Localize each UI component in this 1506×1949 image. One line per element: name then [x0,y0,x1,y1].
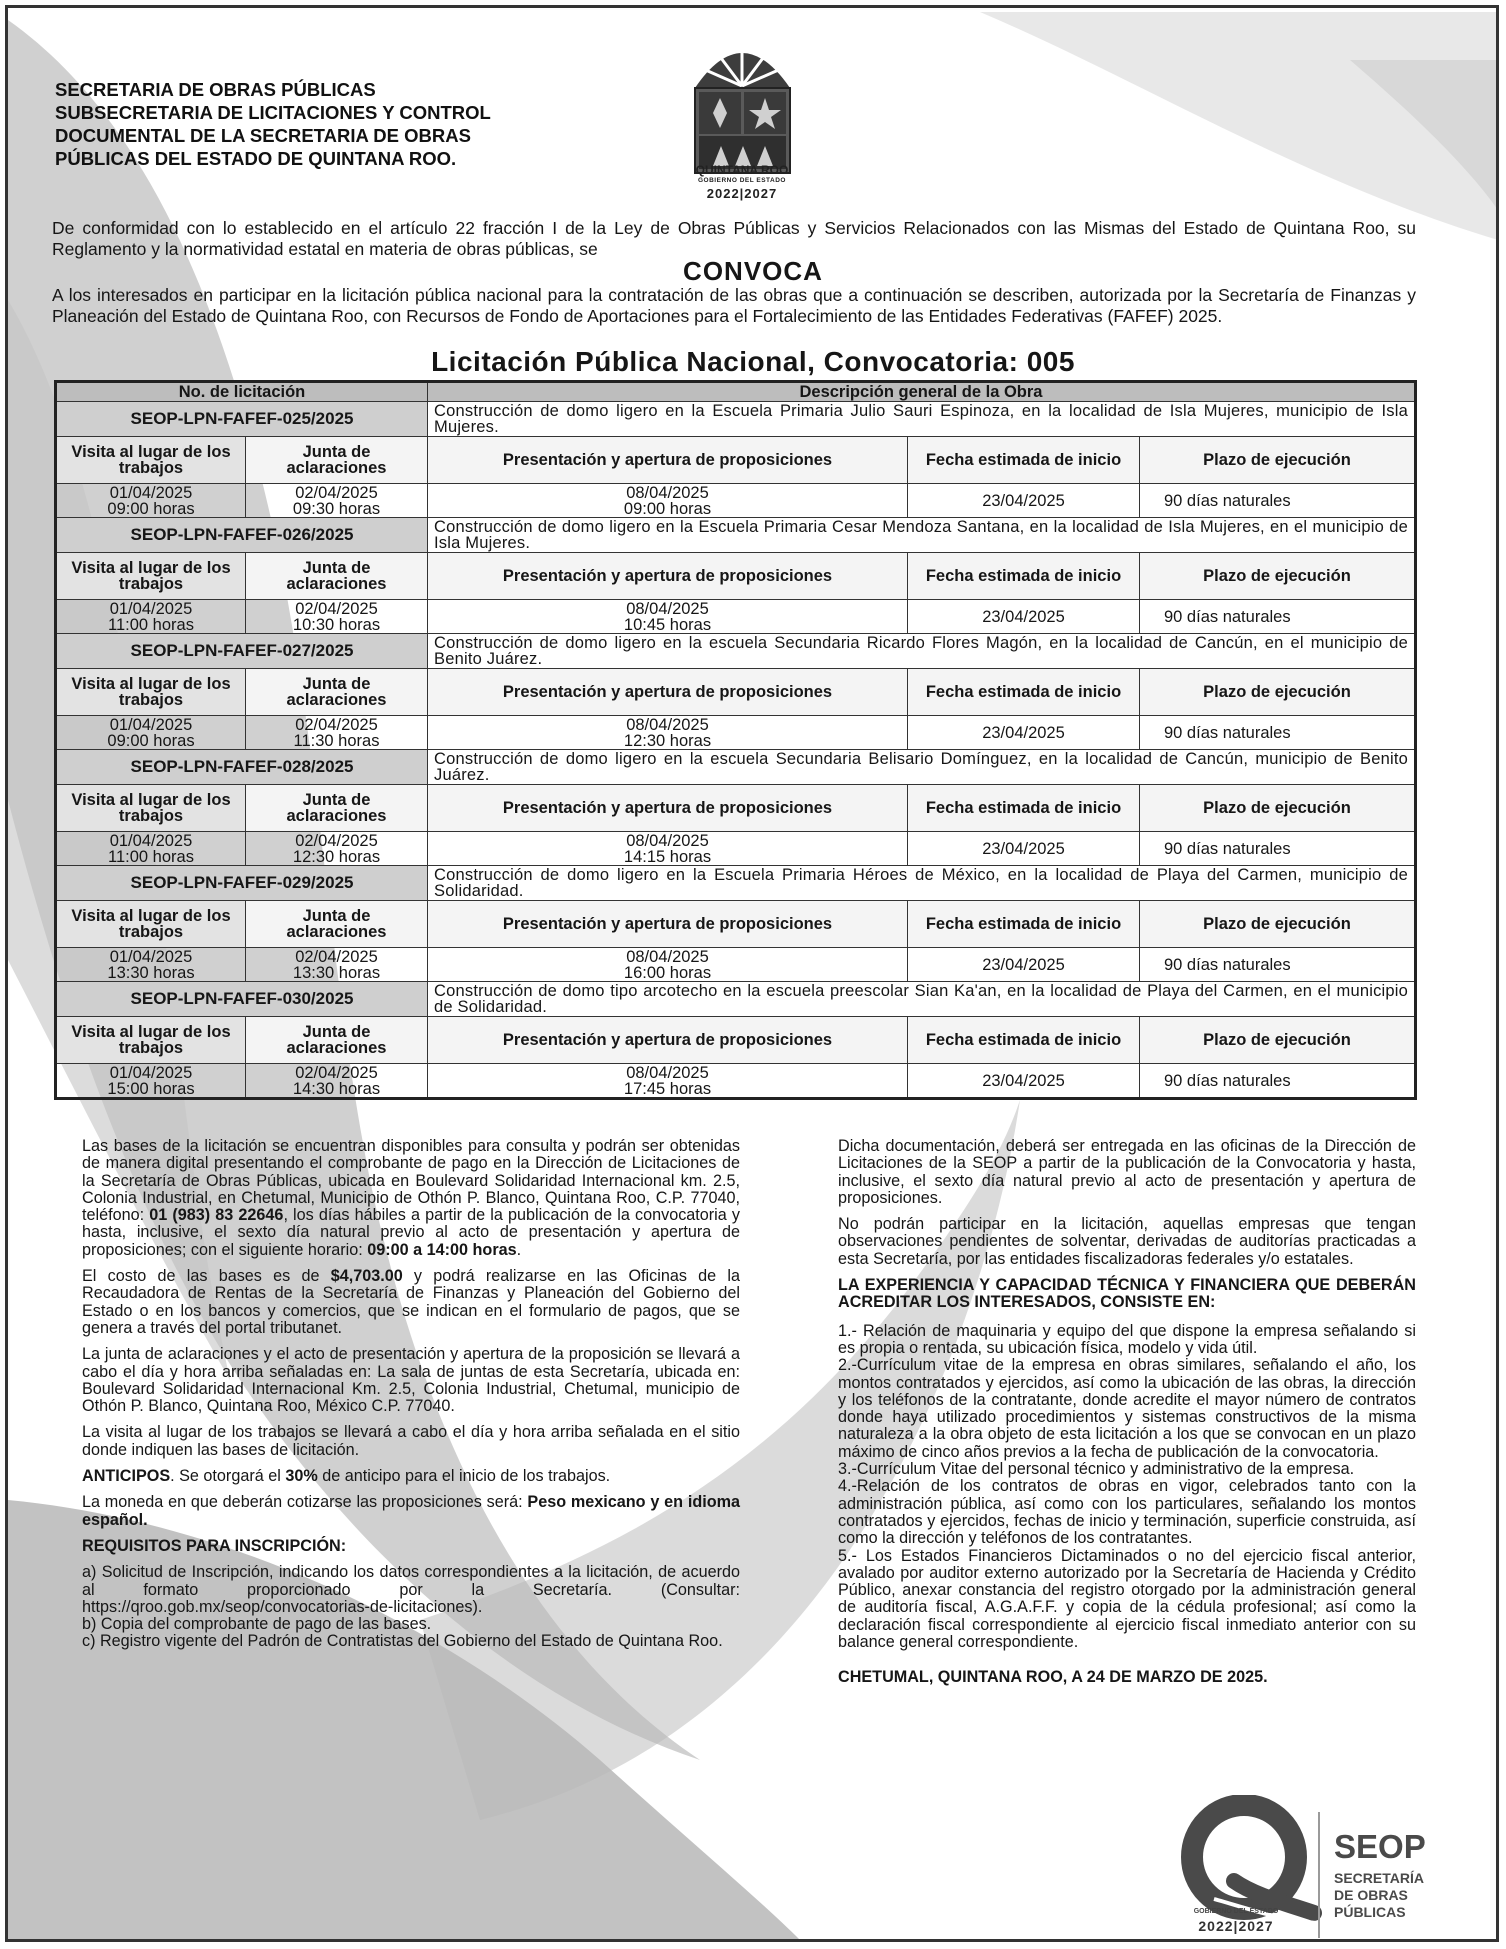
seop-acronym: SEOP [1334,1828,1426,1865]
experience-item: 3.-Currículum Vitae del personal técnico y administrativo de la empresa. [838,1460,1355,1479]
start-date-header: Fecha estimada de inicio [908,785,1140,832]
term-header: Plazo de ejecución [1140,785,1416,832]
table-row [56,634,1416,669]
work-description: Construcción de domo ligero en la escuela Secundaria Ricardo Flores Magón, en la localidad de Cancún, en el municipio de Benito Juárez. [428,634,1416,669]
schedule-header-row [56,785,1416,832]
work-description: Construcción de domo ligero en la Escuela Primaria Héroes de México, en la localidad de Playa del Carmen, municipio de Solidaridad. [428,866,1416,901]
meeting-header: Junta de aclaraciones [246,1017,428,1064]
meeting-cell [246,948,428,982]
presentation-time: 17:45 horas [623,1079,712,1098]
tender-code: SEOP-LPN-FAFEF-027/2025 [56,634,428,669]
meeting-cell [246,484,428,518]
visit-time: 15:00 horas [107,1079,195,1098]
meeting-date: 02/04/2025 [295,831,378,850]
start-date: 23/04/2025 [908,832,1140,866]
seop-line: PÚBLICAS [1334,1904,1406,1920]
exclusion-paragraph: No podrán participar en la licitación, aquellas empresas que tengan observaciones pendientes de solventar, derivadas de auditorías practicadas a esta Secretaría, por las entidades fiscalizadoras federales y/o estatales. [838,1215,1416,1268]
issuer-header [55,78,515,170]
presentation-header: Presentación y apertura de proposiciones [428,785,908,832]
visit-header: Visita al lugar de los trabajos [56,669,246,716]
currency-paragraph: La moneda en que deberán cotizarse las proposiciones será: Peso mexicano y en idioma español. [82,1493,740,1529]
presentation-cell [428,948,908,982]
schedule-values-row [56,1064,1416,1099]
visit-date: 01/04/2025 [109,483,193,502]
term-header: Plazo de ejecución [1140,901,1416,948]
visit-time: 09:00 horas [107,499,195,518]
start-date: 23/04/2025 [908,716,1140,750]
work-description: Construcción de domo tipo arcotecho en la escuela preescolar Sian Ka'an, en la localidad de Playa del Carmen, en el municipio de Solidaridad. [428,982,1416,1017]
tender-table [54,380,1417,1100]
visit-cell [56,716,246,750]
meeting-header: Junta de aclaraciones [246,437,428,484]
meeting-cell [246,716,428,750]
footer-divider [1318,1812,1320,1938]
schedule-values-row [56,484,1416,518]
visit-time: 11:00 horas [108,847,194,866]
presentation-date: 08/04/2025 [626,483,709,502]
schedule-values-row [56,600,1416,634]
execution-term: 90 días naturales [1140,484,1416,518]
schedule-values-row [56,832,1416,866]
execution-term: 90 días naturales [1140,832,1416,866]
execution-term: 90 días naturales [1140,1064,1416,1099]
start-date-header: Fecha estimada de inicio [908,437,1140,484]
seop-line: SECRETARÍA [1334,1870,1424,1886]
presentation-header: Presentación y apertura de proposiciones [428,901,908,948]
schedule-header-row [56,901,1416,948]
visit-time: 13:30 horas [107,963,195,982]
left-column [82,1138,740,1651]
tender-code: SEOP-LPN-FAFEF-029/2025 [56,866,428,901]
visit-header: Visita al lugar de los trabajos [56,553,246,600]
visit-date: 01/04/2025 [109,831,193,850]
experience-item: 1.- Relación de maquinaria y equipo del que dispone la empresa señalando si es propia o rentada, su ubicación física, modelo y vida útil. [838,1321,1416,1357]
seop-line: DE OBRAS [1334,1887,1408,1903]
table-row [56,750,1416,785]
tender-code: SEOP-LPN-FAFEF-028/2025 [56,750,428,785]
visit-cell [56,1064,246,1099]
visit-header: Visita al lugar de los trabajos [56,1017,246,1064]
visit-header: Visita al lugar de los trabajos [56,901,246,948]
header-line: DOCUMENTAL DE LA SECRETARIA DE OBRAS [55,125,471,146]
experience-title: LA EXPERIENCIA Y CAPACIDAD TÉCNICA Y FINANCIERA QUE DEBERÁN ACREDITAR LOS INTERESADOS, CONSISTE EN: [838,1276,1416,1312]
delivery-paragraph: Dicha documentación, deberá ser entregada en las oficinas de la Dirección de Licitaciones de la SEOP a partir de la publicación de la Convocatoria y hasta, inclusive, el sexto día natural previo al acto de presentación y apertura de proposiciones. [838,1137,1416,1207]
experience-item: 4.-Relación de los contratos de obras en vigor, celebrados tanto con la administración pública, así como con los particulares, señalando los montos contratados y ejercidos, fechas de inicio y terminación, superficie construida, así como la dirección y teléfonos de los contratantes. [838,1477,1416,1548]
intro-paragraph: De conformidad con lo establecido en el artículo 22 fracción I de la Ley de Obras Públicas y Servicios Relacionados con las Mismas del Estado de Quintana Roo, su Reglamento y la normatividad estatal en materia de obras públicas, se [52,218,1416,259]
header-line: SECRETARIA DE OBRAS PÚBLICAS [55,79,376,100]
presentation-time: 09:00 horas [623,499,712,518]
visit-date: 01/04/2025 [109,715,193,734]
table-row [56,982,1416,1017]
site-visit-paragraph: La visita al lugar de los trabajos se llevará a cabo el día y hora arriba señalada en el sitio donde indiquen las bases de licitación. [82,1423,740,1459]
presentation-date: 08/04/2025 [626,947,709,966]
start-date: 23/04/2025 [908,600,1140,634]
schedule-values-row [56,716,1416,750]
meeting-header: Junta de aclaraciones [246,901,428,948]
closing-place-date: CHETUMAL, QUINTANA ROO, A 24 DE MARZO DE 2025. [838,1668,1268,1687]
experience-item: 2.-Currículum vitae de la empresa en obras similares, señalando el año, los montos contratados y ejercidos, así como la ubicación de las obras, la dirección y los teléfonos de la contratante, donde acredite el mayor número de contratos donde haya utilizado procedimientos y sistemas constructivos de la misma naturaleza a la obra objeto de esta licitación a los que se convocan en un plazo máximo de cinco años previos a la fecha de publicación de la convocatoria. [838,1356,1416,1461]
footer-years: 2022|2027 [1198,1918,1274,1934]
presentation-cell [428,1064,908,1099]
presentation-header: Presentación y apertura de proposiciones [428,669,908,716]
meeting-header: Junta de aclaraciones [246,669,428,716]
meeting-paragraph: La junta de aclaraciones y el acto de presentación y apertura de la proposición se llevará a cabo el día y hora arriba señaladas en: La sala de juntas de esta Secretaría, ubicada en: Boulevard Solidaridad Internacional Km. 2.5, Colonia Industrial, Chetumal, municipio de Othón P. Blanco, Quintana Roo, México C.P. 77040. [82,1345,740,1416]
meeting-date: 02/04/2025 [295,715,378,734]
crest-years: 2022|2027 [706,186,778,201]
visit-date: 01/04/2025 [109,1063,193,1082]
start-date: 23/04/2025 [908,948,1140,982]
presentation-header: Presentación y apertura de proposiciones [428,553,908,600]
schedule-header-row [56,1017,1416,1064]
start-date-header: Fecha estimada de inicio [908,553,1140,600]
meeting-time: 12:30 horas [292,847,381,866]
crest-subtitle: GOBIERNO DEL ESTADO [698,177,786,184]
term-header: Plazo de ejecución [1140,669,1416,716]
visit-cell [56,484,246,518]
visit-time: 09:00 horas [107,731,195,750]
meeting-time: 10:30 horas [292,615,381,634]
start-date: 23/04/2025 [908,484,1140,518]
execution-term: 90 días naturales [1140,600,1416,634]
requirement-b: b) Copia del comprobante de pago de las bases. [82,1615,432,1634]
meeting-date: 02/04/2025 [295,1063,378,1082]
visit-cell [56,600,246,634]
meeting-time: 09:30 horas [292,499,381,518]
presentation-cell [428,832,908,866]
meeting-date: 02/04/2025 [295,947,378,966]
presentation-time: 10:45 horas [623,615,712,634]
work-description: Construcción de domo ligero en la escuela Secundaria Belisario Domínguez, en la localidad de Cancún, municipio de Benito Juárez. [428,750,1416,785]
authorization-paragraph: A los interesados en participar en la licitación pública nacional para la contratación de las obras que a continuación se describen, autorizada por la Secretaría de Finanzas y Planeación del Estado de Quintana Roo, con Recursos de Fondo de Aportaciones para el Fortalecimiento de las Entidades Federativas (FAFEF) 2025. [52,285,1416,326]
presentation-date: 08/04/2025 [626,715,709,734]
visit-time: 11:00 horas [108,615,194,634]
bases-paragraph: Las bases de la licitación se encuentran disponibles para consulta y podrán ser obtenidas de manera digital presentando el comprobante de pago en la Dirección de Licitaciones de la Secretaría de Obras Públicas, ubicada en Boulevard Solidaridad Internacional km. 2.5, Colonia Industrial, en Chetumal, Municipio de Othón P. Blanco, Quintana Roo, C.P. 77040, teléfono: 01 (983) 83 22646, los días hábiles a partir de la publicación de la convocatoria y hasta, inclusive, el sexto día natural previo al acto de presentación y apertura de proposiciones; con el siguiente horario: 09:00 a 14:00 horas. [82,1137,740,1259]
seop-wordmark [1334,1830,1426,1921]
advance-paragraph: ANTICIPOS. Se otorgará el 30% de anticipo para el inicio de los trabajos. [82,1467,611,1486]
schedule-header-row [56,669,1416,716]
start-date-header: Fecha estimada de inicio [908,669,1140,716]
presentation-header: Presentación y apertura de proposiciones [428,437,908,484]
schedule-values-row [56,948,1416,982]
presentation-date: 08/04/2025 [626,831,709,850]
meeting-time: 13:30 horas [292,963,381,982]
meeting-cell [246,832,428,866]
visit-header: Visita al lugar de los trabajos [56,785,246,832]
meeting-time: 14:30 horas [292,1079,381,1098]
tender-code: SEOP-LPN-FAFEF-030/2025 [56,982,428,1017]
table-header [56,382,1416,402]
visit-cell [56,832,246,866]
presentation-date: 08/04/2025 [626,599,709,618]
requirement-a: a) Solicitud de Inscripción, indicando los datos correspondientes a la licitación, de acuerdo al formato proporcionado por la Secretaría. (Consultar: https://qroo.gob.mx/seop/convocatorias-de-licitaciones). [82,1563,740,1616]
presentation-time: 12:30 horas [623,731,712,750]
meeting-time: 11:30 horas [293,731,380,750]
visit-cell [56,948,246,982]
presentation-cell [428,484,908,518]
header-tender-number: No. de licitación [56,382,428,402]
meeting-header: Junta de aclaraciones [246,553,428,600]
crest-name: QUINTANA ROO [695,163,789,177]
presentation-time: 16:00 horas [623,963,712,982]
start-date-header: Fecha estimada de inicio [908,1017,1140,1064]
header-line: SUBSECRETARIA DE LICITACIONES Y CONTROL [55,102,491,123]
cost-paragraph: El costo de las bases es de $4,703.00 y podrá realizarse en las Oficinas de la Recaudadora de Rentas de la Secretaría de Finanzas y Planeación del Gobierno del Estado o en los bancos y comercios, que se indican en el formulario de pagos, que se genera a través del portal tributanet. [82,1267,740,1337]
visit-date: 01/04/2025 [109,947,193,966]
presentation-cell [428,600,908,634]
header-description: Descripción general de la Obra [428,382,1416,402]
work-description: Construcción de domo ligero en la Escuela Primaria Cesar Mendoza Santana, en la localidad de Isla Mujeres, en el municipio de Isla Mujeres. [428,518,1416,553]
work-description: Construcción de domo ligero en la Escuela Primaria Julio Sauri Espinoza, en la localidad de Isla Mujeres, municipio de Isla Mujeres. [428,402,1416,437]
execution-term: 90 días naturales [1140,948,1416,982]
visit-date: 01/04/2025 [109,599,193,618]
start-date-header: Fecha estimada de inicio [908,901,1140,948]
meeting-header: Junta de aclaraciones [246,785,428,832]
table-row [56,518,1416,553]
term-header: Plazo de ejecución [1140,437,1416,484]
presentation-header: Presentación y apertura de proposiciones [428,1017,908,1064]
presentation-date: 08/04/2025 [626,1063,709,1082]
visit-header: Visita al lugar de los trabajos [56,437,246,484]
convoca-heading: CONVOCA [683,256,823,286]
right-column [838,1138,1416,1687]
meeting-cell [246,1064,428,1099]
term-header: Plazo de ejecución [1140,1017,1416,1064]
start-date: 23/04/2025 [908,1064,1140,1099]
requirements-title: REQUISITOS PARA INSCRIPCIÓN: [82,1536,347,1555]
table-row [56,866,1416,901]
execution-term: 90 días naturales [1140,716,1416,750]
experience-item: 5.- Los Estados Financieros Dictaminados o no del ejercicio fiscal anterior, avalado por auditor externo autorizado por la Secretaría de Hacienda y Crédito Público, anexar constancia del registro otorgado por la administración general de auditoría fiscal, A.G.A.F.F. y copia de la cédula profesional; así como la declaración fiscal correspondiente al ejercicio fiscal inmediato anterior con su balance general correspondiente. [838,1546,1416,1652]
header-line: PÚBLICAS DEL ESTADO DE QUINTANA ROO. [55,148,457,169]
presentation-time: 14:15 horas [623,847,712,866]
tender-code: SEOP-LPN-FAFEF-026/2025 [56,518,428,553]
meeting-date: 02/04/2025 [295,599,378,618]
schedule-header-row [56,437,1416,484]
tender-code: SEOP-LPN-FAFEF-025/2025 [56,402,428,437]
meeting-cell [246,600,428,634]
schedule-header-row [56,553,1416,600]
table-row [56,402,1416,437]
tender-title: Licitación Pública Nacional, Convocatoria: 005 [431,346,1075,377]
term-header: Plazo de ejecución [1140,553,1416,600]
requirement-c: c) Registro vigente del Padrón de Contratistas del Gobierno del Estado de Quintana Roo. [82,1632,723,1651]
footer-gob: GOBIERNO DEL ESTADO [1193,1908,1279,1915]
meeting-date: 02/04/2025 [295,483,378,502]
presentation-cell [428,716,908,750]
